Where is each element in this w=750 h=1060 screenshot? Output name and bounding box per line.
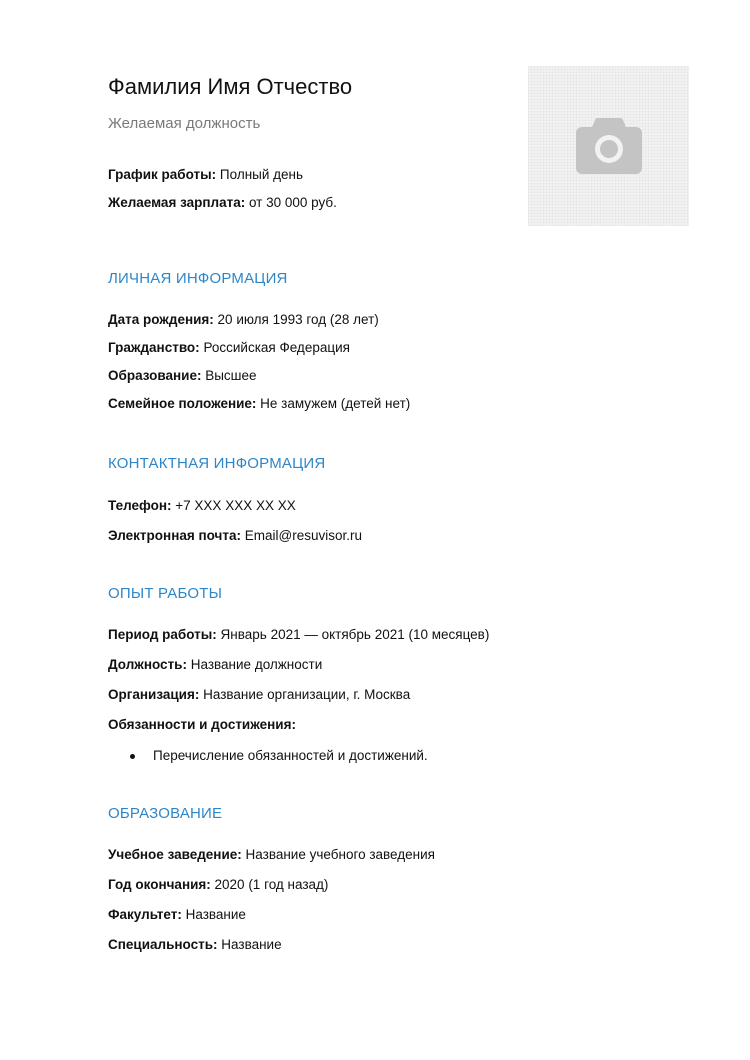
institution-line (108, 847, 435, 862)
specialty-line (108, 937, 282, 952)
faculty-value: Название (181, 907, 246, 922)
section-title-contacts: КОНТАКТНАЯ ИНФОРМАЦИЯ (108, 455, 326, 472)
phone-label: Телефон: (108, 498, 172, 513)
desired-position: Желаемая должность (108, 115, 261, 132)
birth-value: 20 июля 1993 год (28 лет) (213, 312, 379, 327)
graduation-year-line (108, 877, 328, 892)
organization-line (108, 687, 410, 702)
duties-line (108, 717, 296, 732)
photo-placeholder[interactable] (528, 66, 689, 226)
camera-icon (576, 116, 642, 174)
section-title-experience: ОПЫТ РАБОТЫ (108, 585, 223, 602)
email-label: Электронная почта: (108, 528, 241, 543)
email-line (108, 528, 362, 543)
period-line (108, 627, 489, 642)
phone-line (108, 498, 296, 513)
organization-label: Организация: (108, 687, 200, 702)
period-label: Период работы: (108, 627, 217, 642)
salary-label: Желаемая зарплата: (108, 195, 246, 210)
birth-line (108, 312, 379, 327)
schedule-label: График работы: (108, 167, 217, 182)
section-title-personal: ЛИЧНАЯ ИНФОРМАЦИЯ (108, 270, 288, 287)
bullet-icon (130, 754, 135, 759)
citizenship-value: Российская Федерация (199, 340, 350, 355)
duty-text: Перечисление обязанностей и достижений. (153, 748, 428, 763)
education-level-value: Высшее (201, 368, 257, 383)
marital-label: Семейное положение: (108, 396, 257, 411)
education-level-line (108, 368, 257, 383)
schedule-value: Полный день (216, 167, 304, 182)
specialty-label: Специальность: (108, 937, 218, 952)
full-name: Фамилия Имя Отчество (108, 74, 353, 99)
specialty-value: Название (217, 937, 282, 952)
schedule-line (108, 167, 303, 182)
citizenship-line (108, 340, 350, 355)
job-position-value: Название должности (186, 657, 323, 672)
salary-line (108, 195, 337, 210)
organization-value: Название организации, г. Москва (199, 687, 411, 702)
duties-label: Обязанности и достижения: (108, 717, 296, 732)
section-title-education: ОБРАЗОВАНИЕ (108, 805, 223, 822)
institution-value: Название учебного заведения (241, 847, 435, 862)
faculty-label: Факультет: (108, 907, 182, 922)
email-value[interactable]: Email@resuvisor.ru (241, 528, 362, 543)
job-position-label: Должность: (108, 657, 187, 672)
institution-label: Учебное заведение: (108, 847, 242, 862)
faculty-line (108, 907, 246, 922)
marital-line (108, 396, 410, 411)
phone-value: +7 XXX XXX XX XX (171, 498, 296, 513)
graduation-year-value: 2020 (1 год назад) (210, 877, 329, 892)
salary-value: от 30 000 руб. (245, 195, 337, 210)
citizenship-label: Гражданство: (108, 340, 200, 355)
graduation-year-label: Год окончания: (108, 877, 211, 892)
job-position-line (108, 657, 322, 672)
birth-label: Дата рождения: (108, 312, 214, 327)
marital-value: Не замужем (детей нет) (256, 396, 411, 411)
period-value: Январь 2021 — октябрь 2021 (10 месяцев) (216, 627, 490, 642)
education-level-label: Образование: (108, 368, 202, 383)
